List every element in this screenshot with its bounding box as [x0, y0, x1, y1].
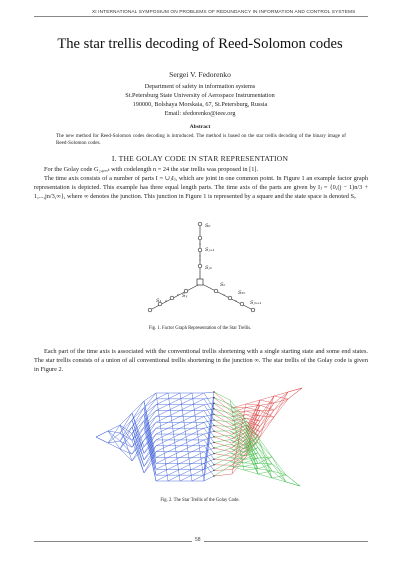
- trellis-edge: [168, 428, 180, 434]
- trellis-node: [213, 464, 214, 465]
- trellis-node: [213, 425, 214, 426]
- affiliation-line: 190000, Bolshaya Morskaia, 67, St.Petersburg, Russia: [132, 101, 268, 108]
- trellis-node: [213, 419, 214, 420]
- label-sjp1: Sⱼ₊₁: [205, 247, 215, 253]
- trellis-edge: [168, 440, 180, 446]
- trellis-node: [213, 436, 214, 437]
- running-header: XI INTERNATIONAL SYMPOSIUM ON PROBLEMS OF REDUNDANCY IN INFORMATION AND CONTROL SYSTEMS: [90, 10, 372, 15]
- trellis-edge: [272, 464, 286, 482]
- trellis-node: [213, 453, 214, 454]
- trellis-node: [213, 431, 214, 432]
- trellis-edge: [244, 466, 258, 468]
- trellis-edge: [192, 469, 204, 475]
- trellis-edge: [156, 393, 168, 481]
- trellis-edge: [260, 396, 274, 437]
- trellis-edge: [168, 469, 180, 475]
- paper-title: The star trellis decoding of Reed-Solomon codes: [57, 36, 343, 52]
- trellis-edge: [168, 475, 180, 481]
- label-sjn1: Sⱼₙ₊₁: [250, 300, 262, 306]
- trellis-node: [213, 403, 214, 404]
- trellis-edge: [204, 398, 214, 399]
- trellis-node: [213, 391, 214, 392]
- trellis-edge: [180, 452, 192, 458]
- trellis-edge: [180, 440, 192, 446]
- affiliation-line: St.Petersburg State University of Aerospace Instrumentation: [125, 92, 275, 99]
- trellis-edge: [132, 401, 144, 413]
- trellis-node: [213, 470, 214, 471]
- trellis-edge: [192, 446, 204, 452]
- page-number: 58: [192, 537, 204, 543]
- label-sjn: Sⱼₙ: [205, 265, 212, 271]
- trellis-edge: [180, 475, 192, 481]
- trellis-edge: [156, 452, 168, 458]
- trellis-edge: [180, 393, 192, 399]
- trellis-edge: [156, 446, 168, 452]
- trellis-edge: [258, 448, 272, 471]
- header-rule: [34, 16, 368, 17]
- trellis-edge: [214, 420, 232, 430]
- trellis-edge: [246, 400, 260, 404]
- trellis-edge: [168, 399, 180, 405]
- paragraph-1: For the Golay code G₂₄,ₑₓₜ with codelength n = 24 the star trellis was proposed in [1].: [44, 166, 259, 173]
- abstract-heading: Abstract: [189, 124, 211, 130]
- node: [251, 308, 255, 312]
- trellis-edge: [156, 440, 168, 446]
- trellis-edge: [168, 452, 180, 458]
- trellis-edge: [156, 399, 168, 405]
- paragraph-3: Each part of the time axis is associated with the conventional trellis shortening with a single starting state and some end states. The star trellis consists of a union of all conventional trellis shortening in the junction ∞. The star trellis of the Golay code is given in Figure 2.: [34, 348, 368, 373]
- trellis-node: [213, 459, 214, 460]
- trellis-edge: [232, 422, 246, 426]
- label-sgamma: Sᵧ: [182, 293, 188, 299]
- abstract-text: The new method for Reed-Solomon codes decoding is introduced. The method is based on the star trellis decoding of the binary image of Reed-Solomon codes.: [56, 133, 346, 147]
- trellis-edge: [214, 420, 230, 422]
- trellis-edge: [120, 433, 132, 447]
- trellis-edge: [258, 442, 272, 457]
- trellis-edge: [96, 437, 108, 443]
- trellis-edge: [286, 482, 300, 486]
- trellis-edge: [272, 471, 286, 482]
- trellis-edge: [96, 431, 108, 437]
- trellis-edge: [132, 434, 144, 467]
- figure-2-caption: Fig. 2. The Star Trellis of the Golay Code.: [160, 498, 240, 503]
- trellis-edge: [260, 410, 274, 432]
- node: [170, 296, 174, 300]
- trellis-edge: [288, 388, 302, 392]
- trellis-edge: [180, 422, 192, 428]
- section-heading: I. THE GOLAY CODE IN STAR REPRESENTATION: [111, 154, 289, 163]
- trellis-edge: [274, 399, 288, 417]
- trellis-edge: [272, 457, 286, 482]
- trellis-edge: [272, 457, 286, 475]
- trellis-edge: [120, 449, 132, 454]
- trellis-node: [213, 408, 214, 409]
- trellis-edge: [192, 393, 204, 481]
- trellis-edge: [258, 442, 272, 464]
- trellis-edge: [204, 448, 214, 452]
- trellis-edge: [144, 393, 156, 401]
- trellis-edge: [260, 403, 274, 405]
- trellis-edge: [192, 411, 204, 417]
- trellis-edge: [244, 470, 258, 474]
- trellis-edge: [214, 426, 232, 435]
- trellis-edge: [192, 428, 204, 434]
- trellis-edge: [156, 422, 168, 428]
- trellis-edge: [156, 428, 168, 434]
- trellis-edge: [180, 458, 192, 464]
- trellis-edge: [168, 393, 180, 481]
- trellis-edge: [192, 458, 204, 464]
- trellis-edge: [132, 440, 144, 473]
- trellis-edge: [274, 392, 288, 410]
- trellis-edge: [260, 403, 274, 426]
- trellis-edge: [258, 469, 272, 471]
- trellis-edge: [274, 392, 288, 417]
- node: [198, 236, 202, 240]
- node: [148, 308, 152, 312]
- node: [214, 289, 218, 293]
- trellis-edge: [192, 422, 204, 428]
- trellis-edge: [180, 393, 192, 481]
- trellis-edge: [214, 435, 230, 437]
- trellis-edge: [168, 422, 180, 428]
- trellis-edge: [192, 416, 204, 422]
- author-email: Email: sfedorenko@ieee.org: [164, 110, 236, 117]
- trellis-edge: [214, 442, 232, 447]
- trellis-edge: [258, 437, 272, 478]
- trellis-edge: [156, 411, 168, 417]
- trellis-edge: [192, 452, 204, 458]
- node: [240, 302, 244, 306]
- trellis-edge: [204, 476, 214, 481]
- trellis-edge: [156, 469, 168, 475]
- trellis-edge: [260, 417, 274, 437]
- trellis-edge: [232, 404, 246, 474]
- label-sn: Sₙ: [220, 282, 226, 288]
- trellis-edge: [180, 411, 192, 417]
- figure-2-star-trellis: [88, 382, 314, 490]
- junction-square: [197, 279, 203, 285]
- affiliation-line: Department of safety in information systems: [144, 83, 256, 90]
- trellis-edge: [260, 396, 274, 421]
- node: [228, 296, 232, 300]
- trellis-edge: [192, 399, 204, 405]
- label-s1: S₁: [156, 298, 162, 304]
- author-name: Sergei V. Fedorenko: [169, 70, 231, 79]
- paragraph-2: The time axis consists of a number of parts I = ∪ⱼIⱼ, which are joint in one common point. In Figure 1 an example factor graph representation is depicted. This example has three equal length parts. The time axis of the parts are given by Iⱼ = {0,(j − 1)n/3 + 1,...,jn/3,∞}, where ∞ denotes the junction. This junction in Figure 1 is represented by a square and the state space is denoted Sᵢ.: [34, 175, 368, 200]
- trellis-edge: [214, 454, 232, 457]
- trellis-edge: [204, 392, 214, 393]
- trellis-edge: [180, 416, 192, 422]
- trellis-edge: [168, 393, 180, 399]
- trellis-node: [213, 447, 214, 448]
- trellis-edge: [156, 458, 168, 464]
- trellis-edge: [214, 426, 230, 427]
- trellis-edge: [180, 469, 192, 475]
- trellis-edge: [204, 426, 214, 429]
- trellis-edge: [214, 462, 230, 471]
- trellis-edge: [156, 393, 168, 399]
- trellis-edge: [204, 420, 214, 422]
- node-s0: [198, 222, 202, 226]
- trellis-edge: [274, 392, 288, 403]
- trellis-edge: [120, 434, 132, 449]
- trellis-edge: [180, 446, 192, 452]
- trellis-edge: [168, 446, 180, 452]
- trellis-edge: [214, 440, 230, 443]
- node: [198, 248, 202, 252]
- trellis-edge: [260, 417, 274, 432]
- trellis-node: [213, 397, 214, 398]
- trellis-edge: [258, 437, 272, 457]
- trellis-edge: [192, 440, 204, 446]
- trellis-edge: [156, 416, 168, 422]
- trellis-edge: [156, 475, 168, 481]
- trellis-edge: [286, 475, 300, 486]
- label-s2n: S₂ₙ: [238, 290, 246, 296]
- trellis-edge: [192, 475, 204, 481]
- trellis-edge: [168, 458, 180, 464]
- trellis-edge: [168, 411, 180, 417]
- trellis-edge: [180, 428, 192, 434]
- figure-1-factor-graph: [120, 218, 280, 322]
- trellis-edge: [180, 399, 192, 405]
- figure-1-caption: Fig. 1. Factor Graph Representation of the Star Trellis.: [148, 326, 252, 331]
- trellis-edge: [192, 393, 204, 399]
- trellis-node: [213, 442, 214, 443]
- label-s0: S₀: [205, 223, 211, 229]
- node: [198, 264, 202, 268]
- trellis-edge: [168, 416, 180, 422]
- trellis-node: [213, 414, 214, 415]
- trellis-node: [213, 475, 214, 476]
- trellis-edge: [258, 453, 272, 478]
- trellis-edge: [246, 405, 260, 407]
- trellis-edge: [288, 388, 302, 399]
